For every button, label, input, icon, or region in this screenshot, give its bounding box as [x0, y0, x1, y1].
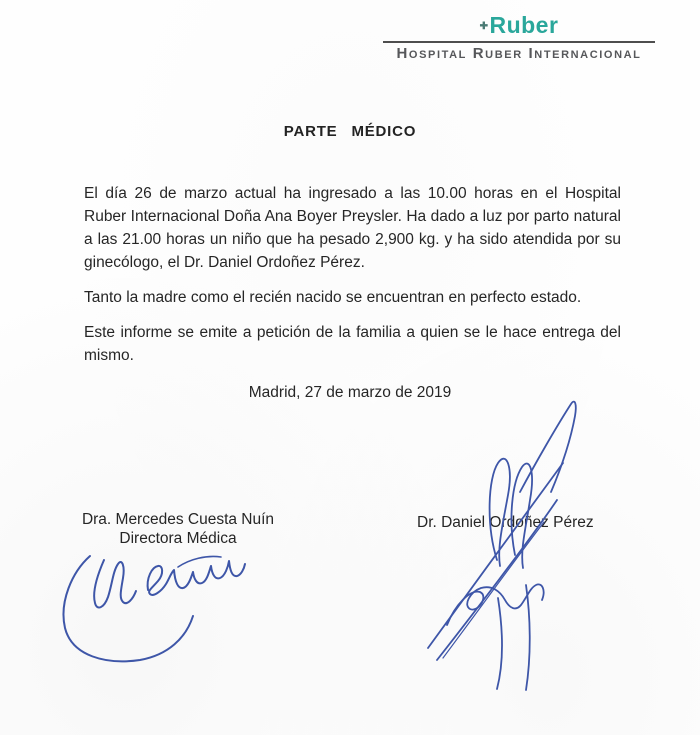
hospital-name: Hospital Ruber Internacional	[396, 45, 642, 62]
signature-right-scribble	[428, 402, 576, 690]
logo-wordmark: Ruber	[489, 12, 559, 38]
document-title: PARTE MÉDICO	[283, 123, 417, 140]
paragraph-issuance: Este informe se emite a petición de la familia a quien se le hace entrega del mismo.	[84, 324, 621, 364]
signature-left-scribble	[64, 556, 245, 661]
logo-mark-icon: ✚	[479, 21, 489, 32]
dateline: Madrid, 27 de marzo de 2019	[248, 384, 452, 401]
signer-left-role: Directora Médica	[119, 530, 237, 547]
signer-left-name: Dra. Mercedes Cuesta Nuín	[81, 511, 275, 528]
paragraph-admission: El día 26 de marzo actual ha ingresado a las 10.00 horas en el Hospital Ruber Internacional Doña Ana Boyer Preysler. Ha dado a luz por parto natural a las 21.00 horas un niño que ha pesado 2,900 kg. y ha sido atendida por su ginecólogo, el Dr. Daniel Ordoñez Pérez.	[84, 185, 621, 271]
paragraph-status: Tanto la madre como el recién nacido se encuentran en perfecto estado.	[84, 289, 582, 306]
signer-right-name: Dr. Daniel Ordoñez Pérez	[417, 514, 594, 531]
